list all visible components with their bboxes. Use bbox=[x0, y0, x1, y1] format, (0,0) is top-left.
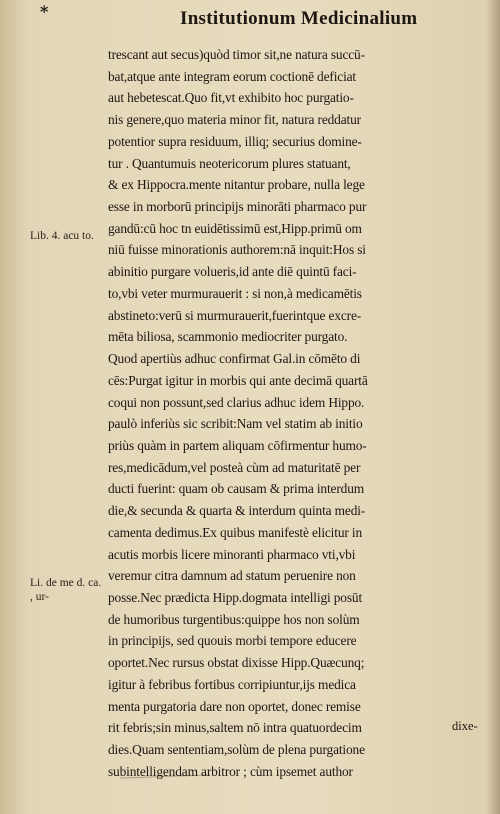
text-line: & ex Hippocra.mente nitantur probare, nulla lege bbox=[108, 177, 365, 193]
catchword: dixe- bbox=[452, 719, 478, 733]
text-line: mēta biliosa, scammonio mediocriter purgato. bbox=[108, 329, 348, 345]
text-line: in principijs, sed quouis morbi tempore educere bbox=[108, 633, 357, 649]
text-line: priùs quàm in partem aliquam cōfirmentur humo- bbox=[108, 437, 367, 453]
text-line: veremur citra damnum ad statum peruenire non bbox=[108, 568, 356, 584]
text-line: gandū:cū hoc tn euidētissimū est,Hipp.primū om bbox=[108, 220, 362, 236]
text-line: to,vbi veter murmurauerit : si non,à medicamētis bbox=[108, 285, 362, 301]
corner-mark: * bbox=[40, 2, 49, 21]
text-line: coqui non possunt,sed clarius adhuc idem Hippo. bbox=[108, 394, 365, 410]
text-line: potentior supra residuum, illiq; securius domine- bbox=[108, 133, 362, 149]
margin-note: Li. de me d. ca. , ur- bbox=[30, 577, 102, 603]
text-line: subintelligendam arbitror ; cùm ipsemet author bbox=[108, 763, 353, 779]
margin-note: Lib. 4. acu to. bbox=[30, 230, 94, 242]
faint-scribble bbox=[120, 760, 210, 778]
text-line: trescant aut secus)quòd timor sit,ne natura succū- bbox=[108, 47, 365, 62]
text-line: dies.Quam sententiam,solùm de plena purgatione bbox=[108, 742, 365, 757]
text-line: camenta dedimus.Ex quibus manifestè elicitur in bbox=[108, 524, 362, 540]
text-line: posse.Nec prædicta Hipp.dogmata intelligi posūt bbox=[108, 589, 363, 605]
text-line: igitur à febribus fortibus corripiuntur,ijs medica bbox=[108, 676, 356, 692]
text-line: tur . Quantumuis neotericorum plures statuant, bbox=[108, 155, 351, 171]
text-line: abstineto:verū si murmurauerit,fuerintque excre- bbox=[108, 307, 362, 323]
text-line: abinitio purgare volueris,id ante diē quintū faci- bbox=[108, 264, 357, 280]
text-line: menta purgatoria dare non oportet, donec remise bbox=[108, 698, 361, 714]
text-line: de humoribus turgentibus:quippe hos non solùm bbox=[108, 611, 360, 627]
text-line: cēs:Purgat igitur in morbis qui ante decimā quartā bbox=[108, 372, 368, 388]
text-line: ducti fuerint: quam ob causam & prima interdum bbox=[108, 481, 365, 497]
text-line: aut hebetescat.Quo fit,vt exhibito hoc purgatio- bbox=[108, 90, 354, 106]
text-line: oportet.Nec rursus obstat dixisse Hipp.Quæcunq; bbox=[108, 655, 365, 671]
text-line: die,& secunda & quarta & interdum quinta medi- bbox=[108, 503, 366, 519]
text-line: paulò inferiùs sic scribit:Nam vel statim ab initio bbox=[108, 416, 363, 432]
running-head: Institutionum Medicinalium bbox=[180, 8, 418, 29]
text-line: nis genere,quo materia minor fit, natura reddatur bbox=[108, 112, 361, 128]
text-line: bat,atque ante integram eorum coctionē deficiat bbox=[108, 68, 357, 84]
body-text bbox=[108, 44, 480, 782]
text-line: acutis morbis licere minoranti pharmaco vti,vbi bbox=[108, 546, 356, 562]
text-line: res,medicādum,vel posteà cùm ad maturitatē per bbox=[108, 459, 361, 475]
text-line: niū fuisse minorationis authorem:nā inquit:Hos si bbox=[108, 242, 366, 258]
text-line: Quod apertiùs adhuc confirmat Gal.in cōmēto di bbox=[108, 351, 361, 367]
text-line: rit febris;sin minus,saltem nō intra quatuordecim bbox=[108, 720, 362, 736]
text-line: esse in morborū principijs minorāti pharmaco pur bbox=[108, 199, 367, 215]
